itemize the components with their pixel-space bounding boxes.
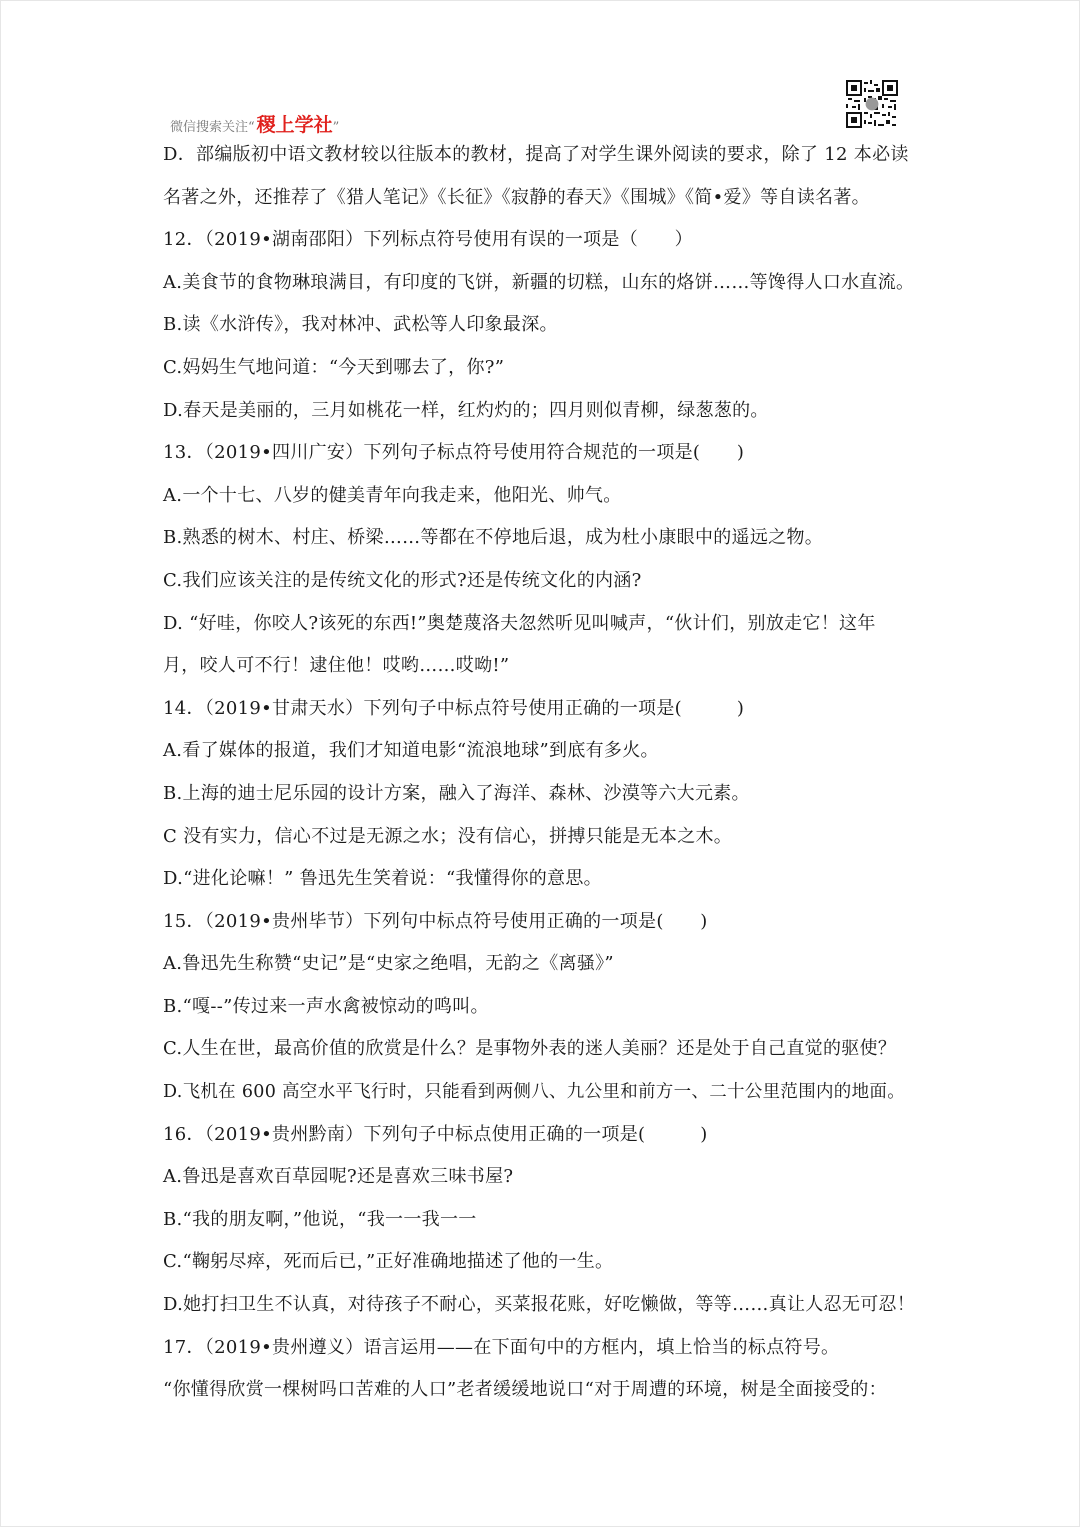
option-line: C.人生在世，最高价值的欣赏是什么？是事物外表的迷人美丽？还是处于自己直觉的驱使？ bbox=[163, 1038, 897, 1060]
watermark-brand: 稷上学社 bbox=[256, 114, 333, 136]
option-line: B.读《水浒传》，我对林冲、武松等人印象最深。 bbox=[163, 314, 558, 336]
option-line: C.妈妈生气地问道：“今天到哪去了，你?” bbox=[163, 356, 505, 378]
watermark-suffix: ” bbox=[332, 120, 340, 135]
option-line: B.“我的朋友啊，”他说，“我一一我一一 bbox=[163, 1208, 477, 1230]
option-line: D. “好哇，你咬人?该死的东西!”奥楚蔑洛夫忽然听见叫喊声，“伙计们，别放走它！这年 bbox=[163, 612, 876, 634]
option-line: D.春天是美丽的，三月如桃花一样，红灼灼的；四月则似青柳，绿葱葱的。 bbox=[163, 399, 769, 421]
option-line: C 没有实力，信心不过是无源之水；没有信心，拼搏只能是无本之木。 bbox=[163, 825, 733, 847]
question-heading: 13．（2019•四川广安）下列句子标点符号使用符合规范的一项是( ) bbox=[163, 442, 745, 464]
option-line: C.我们应该关注的是传统文化的形式?还是传统文化的内涵? bbox=[163, 569, 642, 591]
question-heading: 14．（2019•甘肃天水）下列句子中标点符号使用正确的一项是( ) bbox=[163, 697, 745, 719]
document-body bbox=[163, 134, 923, 1412]
question-heading: 16．（2019•贵州黔南）下列句子中标点使用正确的一项是( ) bbox=[163, 1123, 708, 1145]
option-line: B.上海的迪士尼乐园的设计方案，融入了海洋、森林、沙漠等六大元素。 bbox=[163, 782, 750, 804]
option-line: C.“鞠躬尽瘁，死而后已，”正好准确地描述了他的一生。 bbox=[163, 1251, 614, 1273]
option-line: D.“进化论嘛！” 鲁迅先生笑着说：“我懂得你的意思。 bbox=[163, 868, 602, 890]
question-heading: 15．（2019•贵州毕节）下列句中标点符号使用正确的一项是( ) bbox=[163, 910, 708, 932]
option-line: A.看了媒体的报道，我们才知道电影“流浪地球”到底有多火。 bbox=[163, 740, 659, 762]
option-line: A.美食节的食物琳琅满目，有印度的飞饼，新疆的切糕，山东的烙饼……等馋得人口水直流。 bbox=[163, 271, 915, 293]
option-line: A.一个十七、八岁的健美青年向我走来，他阳光、帅气。 bbox=[163, 484, 622, 506]
text-line: “你懂得欣赏一棵树吗口苦难的人口”老者缓缓地说口“对于周遭的环境，树是全面接受的： bbox=[163, 1379, 887, 1401]
text-line: D．部编版初中语文教材较以往版本的教材，提高了对学生课外阅读的要求，除了 12 本必读 bbox=[163, 144, 909, 165]
watermark bbox=[170, 110, 339, 137]
option-line: D.飞机在 600 高空水平飞行时，只能看到两侧八、九公里和前方一、二十公里范围内的地面。 bbox=[163, 1082, 905, 1103]
option-line: B.“嘎--”传过来一声水禽被惊动的鸣叫。 bbox=[163, 995, 489, 1017]
option-line: A.鲁迅先生称赞“史记”是“史家之绝唱，无韵之《离骚》” bbox=[163, 953, 614, 975]
option-line: B.熟悉的树木、村庄、桥梁……等都在不停地后退，成为杜小康眼中的遥远之物。 bbox=[163, 527, 824, 549]
question-heading: 12．（2019•湖南邵阳）下列标点符号使用有误的一项是（ ） bbox=[163, 229, 693, 251]
option-line: 月，咬人可不行！逮住他！哎哟……哎呦!” bbox=[163, 655, 510, 677]
text-line: 名著之外，还推荐了《猎人笔记》《长征》《寂静的春天》《围城》《简•爱》等自读名著。 bbox=[163, 186, 870, 208]
watermark-prefix: 微信搜索关注“ bbox=[170, 120, 255, 135]
question-heading: 17．（2019•贵州遵义）语言运用——在下面句中的方框内，填上恰当的标点符号。 bbox=[163, 1336, 840, 1358]
qr-code-icon bbox=[846, 80, 898, 128]
option-line: D.她打扫卫生不认真，对待孩子不耐心，买菜报花账，好吃懒做，等等……真让人忍无可忍！ bbox=[163, 1294, 916, 1316]
option-line: A.鲁迅是喜欢百草园呢?还是喜欢三味书屋? bbox=[163, 1166, 514, 1188]
